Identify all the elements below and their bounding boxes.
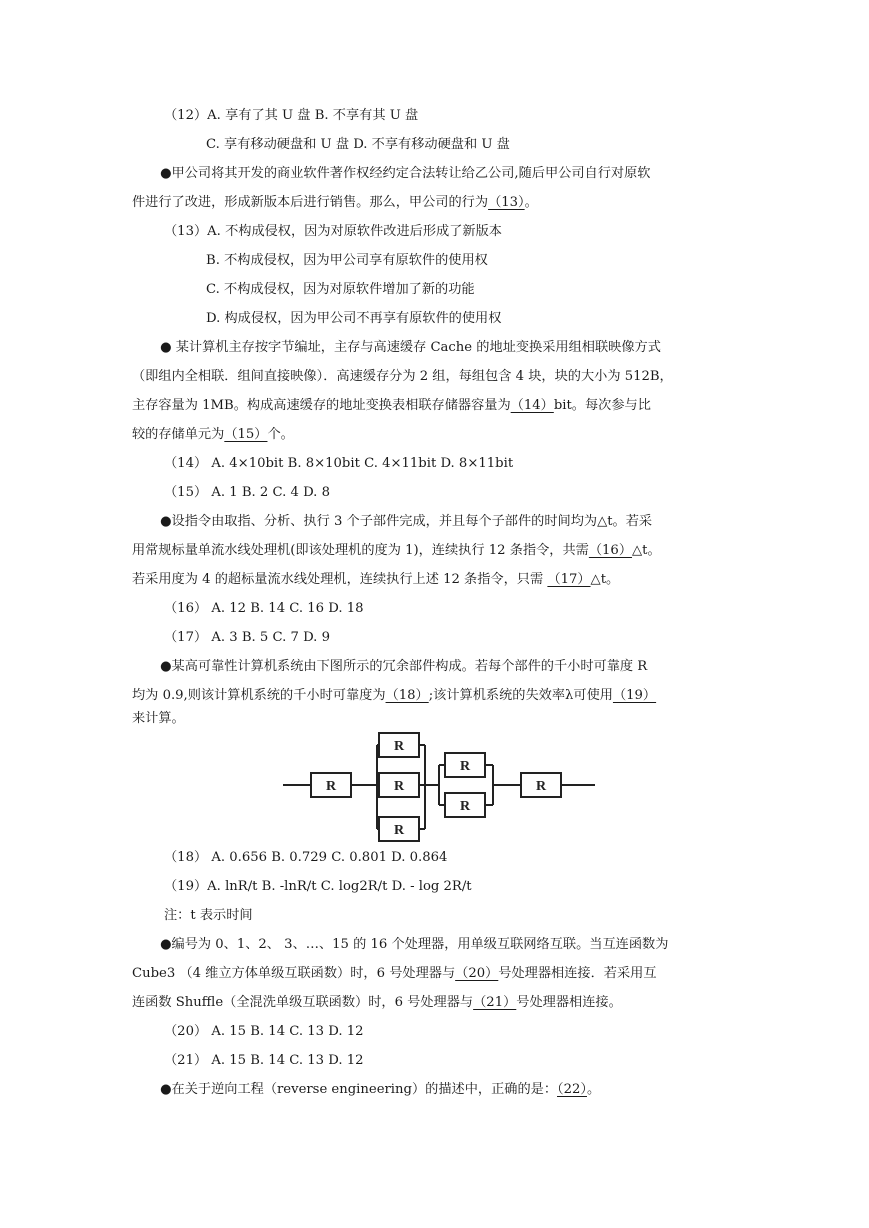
component-r: R: [393, 823, 405, 838]
question-paragraph: ●编号为 0、1、2、 3、…、15 的 16 个处理器，用单级互联网络互联。当互连函数为: [160, 937, 669, 952]
component-r: R: [535, 779, 547, 794]
answer-option: （21） A. 15 B. 14 C. 13 D. 12: [164, 1053, 364, 1068]
component-r: R: [393, 739, 405, 754]
blank-18: （18）: [385, 688, 429, 703]
question-paragraph: （即组内全相联．组间直接映像）．高速缓存分为 2 组，每组包含 4 块，块的大小为 512B，: [132, 369, 673, 384]
answer-option: （20） A. 15 B. 14 C. 13 D. 12: [164, 1024, 364, 1039]
question-paragraph: 均为 0.9,则该计算机系统的千小时可靠度为（18）;该计算机系统的失效率λ可使用（19）: [132, 688, 657, 703]
reliability-diagram: [283, 723, 603, 845]
blank-14: （14）: [510, 398, 554, 413]
question-paragraph: ●在关于逆向工程（reverse engineering）的描述中，正确的是：（22）。: [160, 1082, 601, 1097]
blank-21: （21）: [473, 995, 517, 1010]
answer-option: C. 不构成侵权，因为对原软件增加了新的功能: [206, 282, 475, 297]
blank-17: （17）: [547, 572, 591, 587]
question-paragraph: ● 某计算机主存按字节编址，主存与高速缓存 Cache 的地址变换采用组相联映像方式: [160, 340, 661, 355]
question-paragraph: 若采用度为 4 的超标量流水线处理机，连续执行上述 12 条指令，只需 （17）△t。: [132, 572, 620, 587]
answer-option: （16） A. 12 B. 14 C. 16 D. 18: [164, 601, 364, 616]
question-paragraph: 件进行了改进，形成新版本后进行销售。那么，甲公司的行为（13）。: [132, 195, 538, 210]
question-paragraph: 较的存储单元为（15）个。: [132, 427, 294, 442]
answer-option: （19）A. lnR/t B. -lnR/t C. log2R/t D. - log 2R/t: [164, 879, 472, 894]
text-line: （12）A. 享有了其 U 盘 B. 不享有其 U 盘: [164, 108, 419, 123]
text-line: C. 享有移动硬盘和 U 盘 D. 不享有移动硬盘和 U 盘: [206, 137, 510, 152]
blank-15: （15）: [224, 427, 268, 442]
question-paragraph: ●设指令由取指、分析、执行 3 个子部件完成，并且每个子部件的时间均为△t。若采: [160, 514, 653, 529]
answer-option: （14） A. 4×10bit B. 8×10bit C. 4×11bit D. 8×11bit: [164, 456, 514, 471]
blank-22: （22）: [557, 1082, 587, 1097]
question-paragraph: ●甲公司将其开发的商业软件著作权经约定合法转让给乙公司,随后甲公司自行对原软: [160, 166, 651, 181]
answer-option: （17） A. 3 B. 5 C. 7 D. 9: [164, 630, 330, 645]
blank-16: （16）: [588, 543, 633, 558]
blank-20: （20）: [455, 966, 499, 981]
question-paragraph: 主存容量为 1MB。构成高速缓存的地址变换表相联存储器容量为（14）bit。每次参与比: [132, 398, 651, 413]
question-paragraph: ●某高可靠性计算机系统由下图所示的冗余部件构成。若每个部件的千小时可靠度 R: [160, 659, 648, 674]
question-paragraph: 用常规标量单流水线处理机(即该处理机的度为 1)，连续执行 12 条指令，共需（16）△t。: [132, 543, 661, 558]
blank-19: （19）: [612, 688, 657, 703]
answer-option: （15） A. 1 B. 2 C. 4 D. 8: [164, 485, 330, 500]
question-paragraph: Cube3 （4 维立方体单级互联函数）时，6 号处理器与（20）号处理器相连接．若采用互: [132, 966, 657, 981]
question-paragraph: 来计算。: [132, 711, 185, 726]
question-paragraph: 连函数 Shuffle（全混洗单级互联函数）时，6 号处理器与（21）号处理器相连接。: [132, 995, 622, 1010]
answer-option: B. 不构成侵权，因为甲公司享有原软件的使用权: [206, 253, 488, 268]
answer-option: D. 构成侵权，因为甲公司不再享有原软件的使用权: [206, 311, 502, 326]
component-r: R: [459, 799, 471, 814]
note: 注：t 表示时间: [164, 908, 253, 923]
answer-option: （18） A. 0.656 B. 0.729 C. 0.801 D. 0.864: [164, 850, 448, 865]
component-r: R: [459, 759, 471, 774]
blank-13: （13）: [488, 195, 525, 210]
component-r: R: [393, 779, 405, 794]
answer-option: （13）A. 不构成侵权，因为对原软件改进后形成了新版本: [164, 224, 502, 239]
component-r: R: [325, 779, 337, 794]
